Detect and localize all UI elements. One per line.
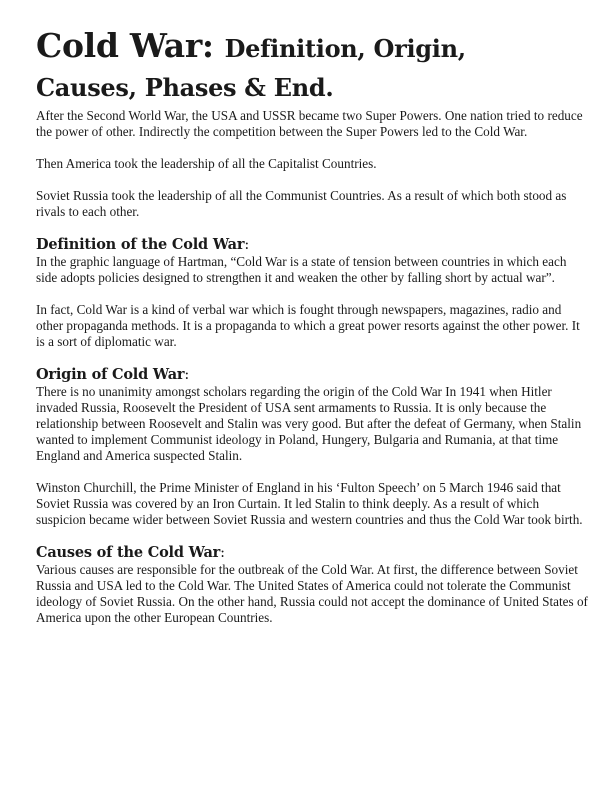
document-title: [36, 28, 588, 106]
section-heading: [36, 544, 588, 562]
section-heading-colon: :: [244, 237, 249, 253]
section-heading-text: Origin of Cold War: [36, 366, 185, 383]
intro-paragraph: Soviet Russia took the leadership of all the Communist Countries. As a result of which both stood as rivals to each other.: [36, 188, 567, 219]
intro-paragraph: After the Second World War, the USA and USSR became two Super Powers. One nation tried to reduce the power of other. Indirectly the competition between the Super Powers led to the Cold War.: [36, 108, 583, 139]
intro-paragraph: Then America took the leadership of all the Capitalist Countries.: [36, 156, 377, 171]
section-origin: [36, 366, 588, 528]
section-heading: [36, 366, 588, 384]
section-heading-colon: :: [184, 367, 190, 383]
section-paragraph: In the graphic language of Hartman, “Cold War is a state of tension between countries in which each side adopts policies designed to strengthen it and weaken the other by falling short by actual war”.: [36, 254, 567, 285]
document-page: [36, 28, 588, 642]
section-paragraph: In fact, Cold War is a kind of verbal war which is fought through newspapers, magazines, radio and other propaganda methods. It is a propaganda to which a great power resorts against the other power. It is a sort of diplomatic war.: [36, 302, 580, 349]
section-heading-text: Definition of the Cold War: [36, 236, 245, 253]
section-paragraph: There is no unanimity amongst scholars regarding the origin of the Cold War In 1941 when Hitler invaded Russia, Roosevelt the President of USA sent armaments to Russia. It is only because the relationship between Roosevelt and Stalin was very good. But after the defeat of Germany, when Stalin wanted to implement Communist ideology in Poland, Hungery, Bulgaria and Rumania, at that time England and America suspected Stalin.: [36, 384, 582, 463]
section-paragraph: Winston Churchill, the Prime Minister of England in his ‘Fulton Speech’ on 5 March 1946 said that Soviet Russia was covered by an Iron Curtain. It led Stalin to think deeply. As a result of which suspicion became wider between Soviet Russia and western countries and thus the Cold War took birth.: [36, 480, 583, 527]
section-definition: [36, 236, 588, 350]
section-paragraph: Various causes are responsible for the outbreak of the Cold War. At first, the difference between Soviet Russia and USA led to the Cold War. The United States of America could not tolerate the Communist ideology of Soviet Russia. On the other hand, Russia could not accept the dominance of United States of America upon the other European Countries.: [36, 562, 588, 625]
section-heading: [36, 236, 588, 254]
intro-section: [36, 108, 588, 220]
section-causes: [36, 544, 588, 626]
title-part-1: Cold War:: [36, 26, 214, 65]
section-heading-text: Causes of the Cold War: [36, 544, 221, 561]
section-heading-colon: :: [220, 545, 225, 561]
title-part-2: Definition, Origin,: [224, 34, 466, 63]
title-part-3: Causes, Phases & End.: [36, 73, 334, 102]
